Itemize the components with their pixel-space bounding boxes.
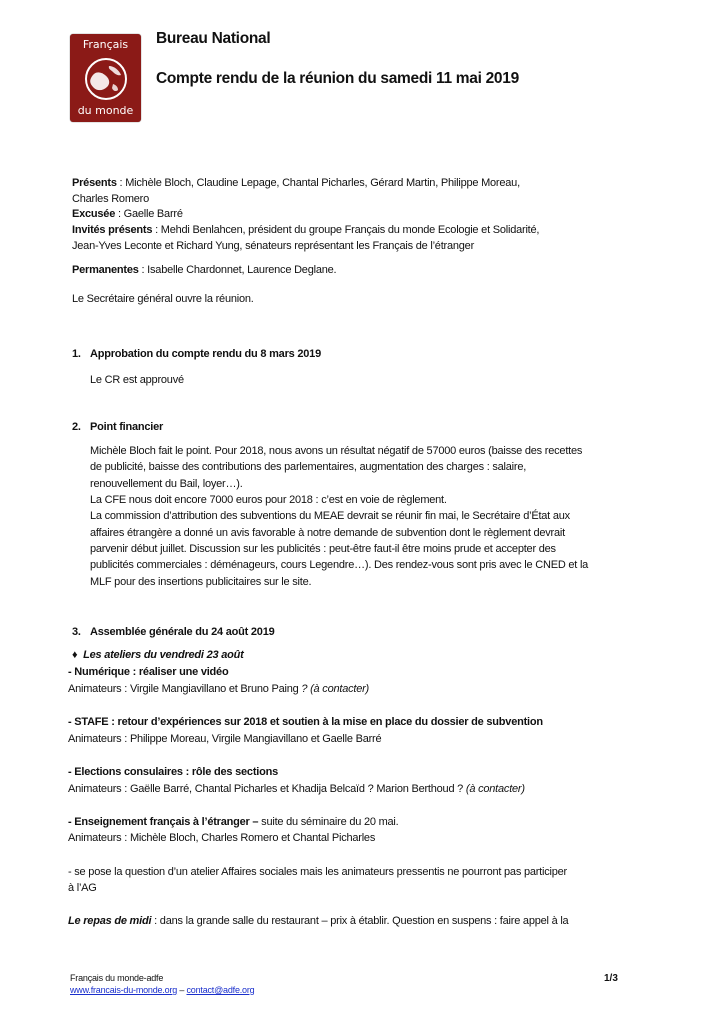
text-run: Le Secrétaire général ouvre la réunion.	[72, 293, 254, 305]
document-heading: Bureau National	[156, 30, 271, 47]
francais-du-monde-logo	[70, 34, 141, 122]
logo-text-bottom: du monde	[77, 104, 134, 117]
workshop-title	[68, 715, 543, 729]
section-3-number	[72, 625, 81, 639]
text-run: de publicité, baisse des contributions des parlementaires, augmentation des charges : salaire,	[90, 461, 527, 473]
text-run: Animateurs : Philippe Moreau, Virgile Mangiavillano et Gaelle Barré	[68, 733, 382, 745]
excused	[72, 207, 183, 221]
text-run: renouvellement du Bail, loyer…).	[90, 478, 243, 490]
workshop-hosts	[68, 682, 369, 696]
workshop-title	[68, 665, 228, 679]
text-run: Le repas de midi	[68, 915, 152, 927]
text-run: - STAFE : retour d’expériences sur 2018 et soutien à la mise en place du dossier de subvention	[68, 716, 543, 728]
text-run: Le CR est approuvé	[90, 374, 184, 386]
text-run: Invités présents	[72, 224, 153, 236]
text-run: 1.	[72, 348, 81, 360]
financial-text	[90, 509, 570, 523]
text-run: Michèle Bloch fait le point. Pour 2018, nous avons un résultat négatif de 57000 euros (baisse des recettes	[90, 445, 583, 457]
text-run: (à contacter)	[465, 783, 525, 795]
text-run: ♦	[72, 649, 78, 661]
text-run: Les ateliers du vendredi 23 août	[77, 649, 244, 661]
workshop-title	[68, 765, 278, 779]
workshop-note	[68, 881, 97, 895]
document-title: Compte rendu de la réunion du samedi 11 mai 2019	[156, 70, 519, 87]
financial-text	[90, 460, 526, 474]
section-1-text	[90, 373, 184, 387]
text-run: Assemblée générale du 24 août 2019	[90, 626, 275, 638]
staff-present	[72, 263, 336, 277]
financial-text	[90, 526, 565, 540]
workshop-hosts	[68, 732, 381, 746]
financial-text	[90, 444, 582, 458]
workshop-hosts	[68, 831, 375, 845]
text-run: La CFE nous doit encore 7000 euros pour 2018 : c’est en voie de règlement.	[90, 494, 447, 506]
logo-text-top: Français	[82, 38, 129, 51]
text-run: Excusée	[72, 208, 116, 220]
text-run: - Enseignement français à l’étranger –	[68, 816, 262, 828]
workshop-hosts	[68, 782, 525, 796]
guests-present-cont	[72, 239, 474, 253]
financial-text	[90, 575, 311, 589]
page-number: 1/3	[604, 973, 618, 984]
section-3-title	[90, 625, 275, 639]
text-run: : Isabelle Chardonnet, Laurence Deglane.	[138, 264, 337, 276]
text-run: La commission d’attribution des subventions du MEAE devrait se réunir fin mai, le Secrétaire d’État aux	[90, 510, 570, 522]
text-run: Approbation du compte rendu du 8 mars 2019	[90, 348, 321, 360]
text-run: Charles Romero	[72, 193, 150, 205]
text-run: : Gaelle Barré	[115, 208, 183, 220]
section-2-title	[90, 420, 163, 434]
financial-text	[90, 493, 447, 507]
section-1-number	[72, 347, 81, 361]
text-run: MLF pour des insertions publicitaires sur le site.	[90, 576, 312, 588]
text-run: Point financier	[90, 421, 164, 433]
text-run: publicités commerciales : déménageurs, cours Legendre…). Des rendez-vous sont pris avec le CNED et la	[90, 559, 589, 571]
attendees-present-cont	[72, 192, 149, 206]
meeting-opening	[72, 292, 254, 306]
text-run: : dans la grande salle du restaurant – prix à établir. Question en suspens : faire appel à la	[151, 915, 569, 927]
website-link[interactable]: www.francais-du-monde.org	[70, 985, 178, 995]
lunch-note	[68, 914, 568, 928]
footer-links	[70, 985, 254, 995]
text-run: - Elections consulaires : rôle des sections	[68, 766, 279, 778]
section-1-title	[90, 347, 321, 361]
text-run: Animateurs : Michèle Bloch, Charles Romero et Chantal Picharles	[68, 832, 376, 844]
email-link[interactable]: contact@adfe.org	[186, 985, 255, 995]
attendees-present	[72, 176, 520, 190]
text-run: ? (à contacter)	[301, 683, 369, 695]
text-run: - se pose la question d’un atelier Affaires sociales mais les animateurs pressentis ne pourront pas participer	[68, 866, 567, 878]
section-2-number	[72, 420, 81, 434]
financial-text	[90, 558, 588, 572]
text-run: Animateurs : Virgile Mangiavillano et Bruno Paing	[68, 683, 302, 695]
workshop-note	[68, 865, 567, 879]
footer-separator: –	[177, 985, 187, 995]
text-run: Jean-Yves Leconte et Richard Yung, sénateurs représentant les Français de l’étranger	[72, 240, 475, 252]
text-run: suite du séminaire du 20 mai.	[261, 816, 399, 828]
workshop-title	[68, 815, 398, 829]
text-run: parvenir début juillet. Discussion sur les publicités : peut-être faut-il être moins prude et accepter des	[90, 543, 556, 555]
financial-text	[90, 477, 243, 491]
guests-present	[72, 223, 539, 237]
text-run: : Michèle Bloch, Claudine Lepage, Chantal Picharles, Gérard Martin, Philippe Moreau,	[116, 177, 520, 189]
text-run: Animateurs : Gaëlle Barré, Chantal Picharles et Khadija Belcaïd ? Marion Berthoud ?	[68, 783, 466, 795]
text-run: 2.	[72, 421, 81, 433]
globe-icon	[83, 56, 129, 102]
text-run: à l’AG	[68, 882, 97, 894]
text-run: 3.	[72, 626, 81, 638]
text-run: : Mehdi Benlahcen, président du groupe Français du monde Ecologie et Solidarité,	[152, 224, 540, 236]
text-run: - Numérique : réaliser une vidéo	[68, 666, 229, 678]
text-run: Présents	[72, 177, 117, 189]
workshops-heading	[72, 648, 244, 662]
text-run: Permanentes	[72, 264, 139, 276]
financial-text	[90, 542, 556, 556]
footer-org: Français du monde-adfe	[70, 973, 164, 983]
text-run: affaires étrangère a donné un avis favorable à notre demande de subvention dont le règlement devrait	[90, 527, 565, 539]
